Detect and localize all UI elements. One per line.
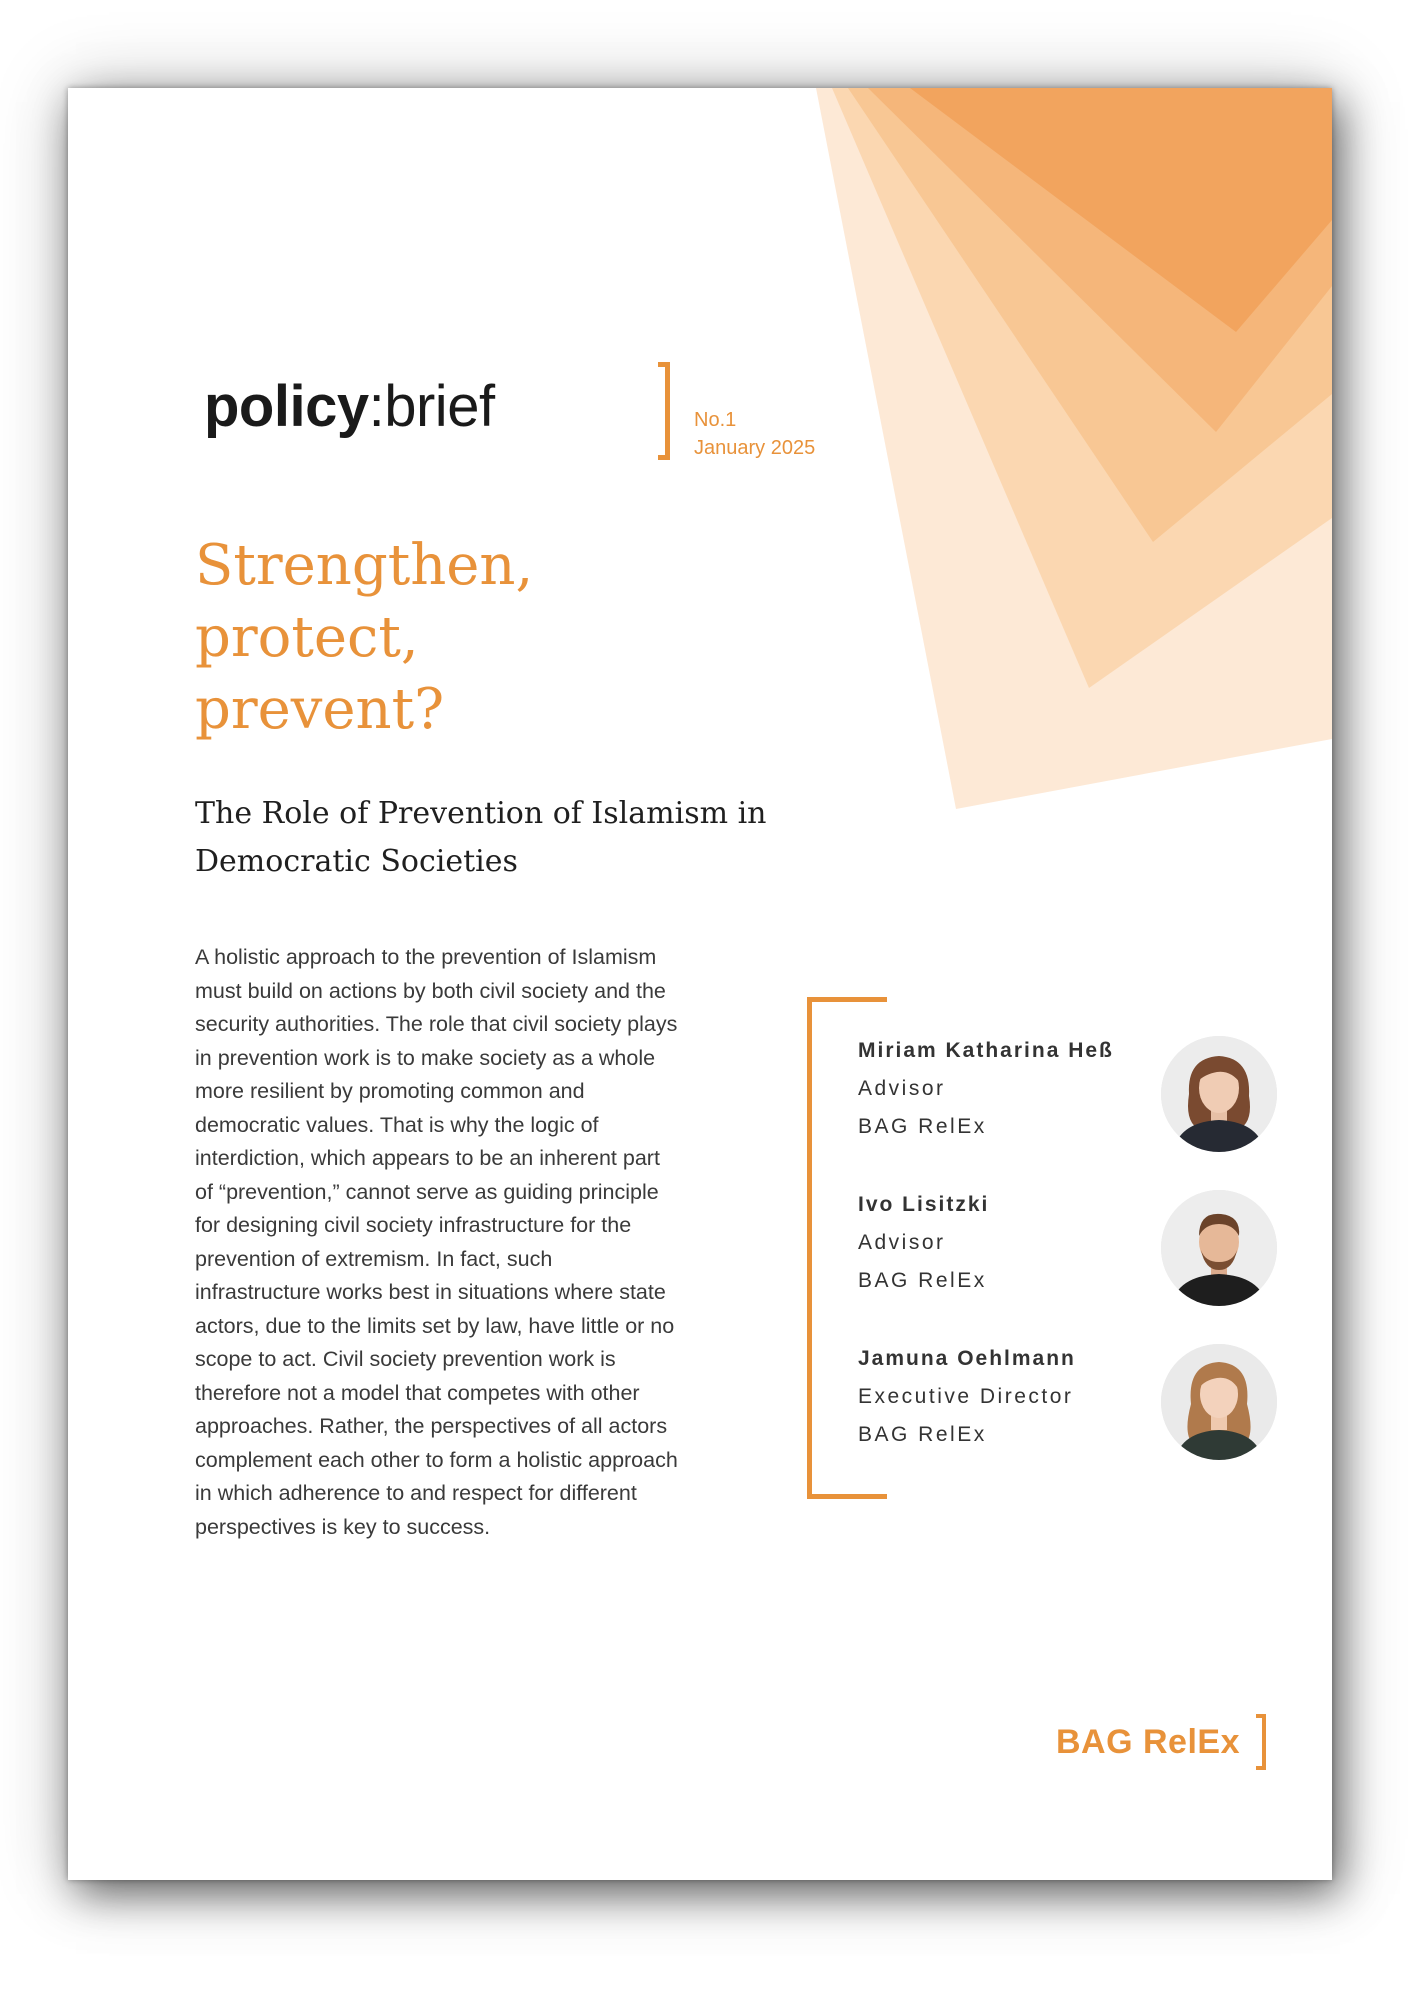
abstract-line: therefore not a model that competes with other: [195, 1380, 640, 1405]
issue-number: No.1: [694, 409, 737, 431]
logo-separator: :: [368, 374, 385, 439]
abstract-line: security authorities. The role that civil society plays: [195, 1012, 678, 1036]
abstract-line: in prevention work is to make society as a whole: [195, 1045, 656, 1070]
abstract-line: must build on actions by both civil society and the: [195, 978, 666, 1003]
issue-date: January 2025: [694, 437, 816, 459]
abstract-line: of “prevention,” cannot serve as guiding principle: [195, 1179, 659, 1204]
title-line: prevent?: [195, 677, 445, 742]
abstract-line: more resilient by promoting common and: [195, 1079, 585, 1103]
title-line: Strengthen,: [195, 533, 534, 598]
page-subtitle: [195, 790, 915, 886]
abstract-line: A holistic approach to the prevention of Islamism: [195, 945, 657, 969]
author-role: Executive Director: [858, 1385, 1074, 1408]
author-org: BAG RelEx: [858, 1115, 987, 1138]
org-logo-bracket: [1256, 1714, 1266, 1770]
abstract-line: approaches. Rather, the perspectives of all actors: [195, 1414, 668, 1438]
title-line: protect,: [195, 605, 419, 670]
logo-word-light: brief: [384, 374, 495, 439]
document-page: [68, 88, 1332, 1880]
abstract-line: scope to act. Civil society prevention work is: [195, 1347, 616, 1371]
author-role: Advisor: [858, 1077, 946, 1100]
author-name: Miriam Katharina Heß: [858, 1039, 1114, 1062]
org-logo-text: BAG RelEx: [1056, 1723, 1240, 1761]
abstract-paragraph: [195, 941, 795, 1544]
subtitle-line: The Role of Prevention of Islamism in: [195, 796, 767, 831]
abstract-line: in which adherence to and respect for different: [195, 1481, 637, 1505]
author-org: BAG RelEx: [858, 1423, 987, 1446]
abstract-line: complement each other to form a holistic approach: [195, 1447, 678, 1472]
avatar: [1161, 1344, 1277, 1460]
author-org: BAG RelEx: [858, 1269, 987, 1292]
issue-info: [694, 406, 815, 462]
avatar: [1161, 1036, 1277, 1152]
logo-word-bold: policy: [204, 374, 369, 439]
avatar: [1161, 1190, 1277, 1306]
abstract-line: perspectives is key to success.: [195, 1514, 491, 1539]
abstract-line: infrastructure works best in situations where state: [195, 1280, 666, 1304]
logo-bracket: [658, 362, 670, 460]
abstract-line: for designing civil society infrastructure for the: [195, 1213, 632, 1237]
page-title: [195, 530, 755, 746]
author-role: Advisor: [858, 1231, 946, 1254]
subtitle-line: Democratic Societies: [195, 844, 518, 879]
abstract-line: democratic values. That is why the logic of: [195, 1112, 599, 1137]
logo-wordmark: [204, 374, 495, 439]
abstract-line: actors, due to the limits set by law, have little or no: [195, 1313, 675, 1338]
abstract-line: interdiction, which appears to be an inherent part: [195, 1146, 660, 1170]
abstract-line: prevention of extremism. In fact, such: [195, 1246, 553, 1271]
author-name: Jamuna Oehlmann: [858, 1347, 1076, 1370]
author-name: Ivo Lisitzki: [858, 1193, 990, 1216]
